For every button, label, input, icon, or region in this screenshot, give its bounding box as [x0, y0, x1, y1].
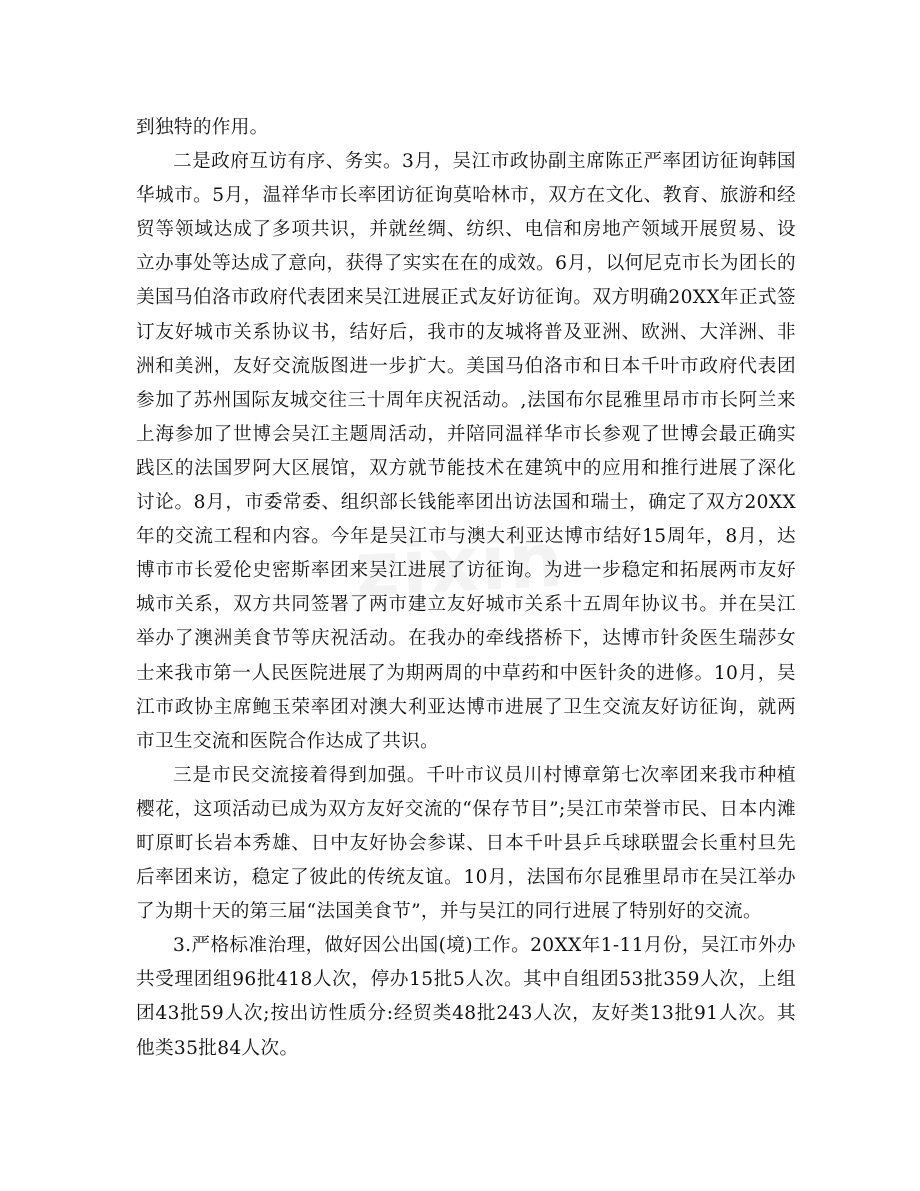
paragraph-citizen-exchange: 三是市民交流接着得到加强。千叶市议员川村博章第七次率团来我市种植樱花，这项活动已成为双方友好交流的“保存节目”;吴江市荣誉市民、日本内滩町原町长岩本秀雄、日中友好协会参谋、日本千叶县乒乓球联盟会长重村旦先后率团来访，稳定了彼此的传统友谊。10月，法国布尔昆雅里昂市在吴江举办了为期十天的第三届“法国美食节”，并与吴江的同行进展了特别好的交流。	[136, 764, 796, 923]
paragraph-overseas-travel-management: 3.严格标准治理，做好因公出国(境)工作。20XX年1-11月份，吴江市外办共受理团组96批418人次，停办15批5人次。其中自组团53批359人次，上组团43批59人次;按出访性质分:经贸类48批243人次，友好类13批91人次。其他类35批84人次。	[136, 935, 796, 1059]
paragraph-continuation: 到独特的作用。	[136, 117, 269, 138]
paragraph-government-visits: 二是政府互访有序、务实。3月，吴江市政协副主席陈正严率团访征询韩国华城市。5月，温祥华市长率团访征询莫哈林市，双方在文化、教育、旅游和经贸等领域达成了多项共识，并就丝绸、纺织、电信和房地产领域开展贸易、设立办事处等达成了意向，获得了实实在在的成效。6月，以何尼克市长为团长的美国马伯洛市政府代表团来吴江进展正式友好访征询。双方明确20XX年正式签订友好城市关系协议书，结好后，我市的友城将普及亚洲、欧洲、大洋洲、非洲和美洲，友好交流版图进一步扩大。美国马伯洛市和日本千叶市政府代表团参加了苏州国际友城交往三十周年庆祝活动。,法国布尔昆雅里昂市市长阿兰来上海参加了世博会吴江主题周活动，并陪同温祥华市长参观了世博会最正确实践区的法国罗阿大区展馆，双方就节能技术在建筑中的应用和推行进展了深化讨论。8月，市委常委、组织部长钱能率团出访法国和瑞士，确定了双方20XX年的交流工程和内容。今年是吴江市与澳大利亚达博市结好15周年，8月，达博市市长爱伦史密斯率团来吴江进展了访征询。为进一步稳定和拓展两市友好城市关系，双方共同签署了两市建立友好城市关系十五周年协议书。并在吴江举办了澳洲美食节等庆祝活动。在我办的牵线搭桥下，达博市针灸医生瑞莎女士来我市第一人民医院进展了为期两周的中草药和中医针灸的进修。10月，吴江市政协主席鲍玉荣率团对澳大利亚达博市进展了卫生交流友好访征询，就两市卫生交流和医院合作达成了共识。	[136, 151, 796, 752]
document-body	[136, 111, 796, 1066]
